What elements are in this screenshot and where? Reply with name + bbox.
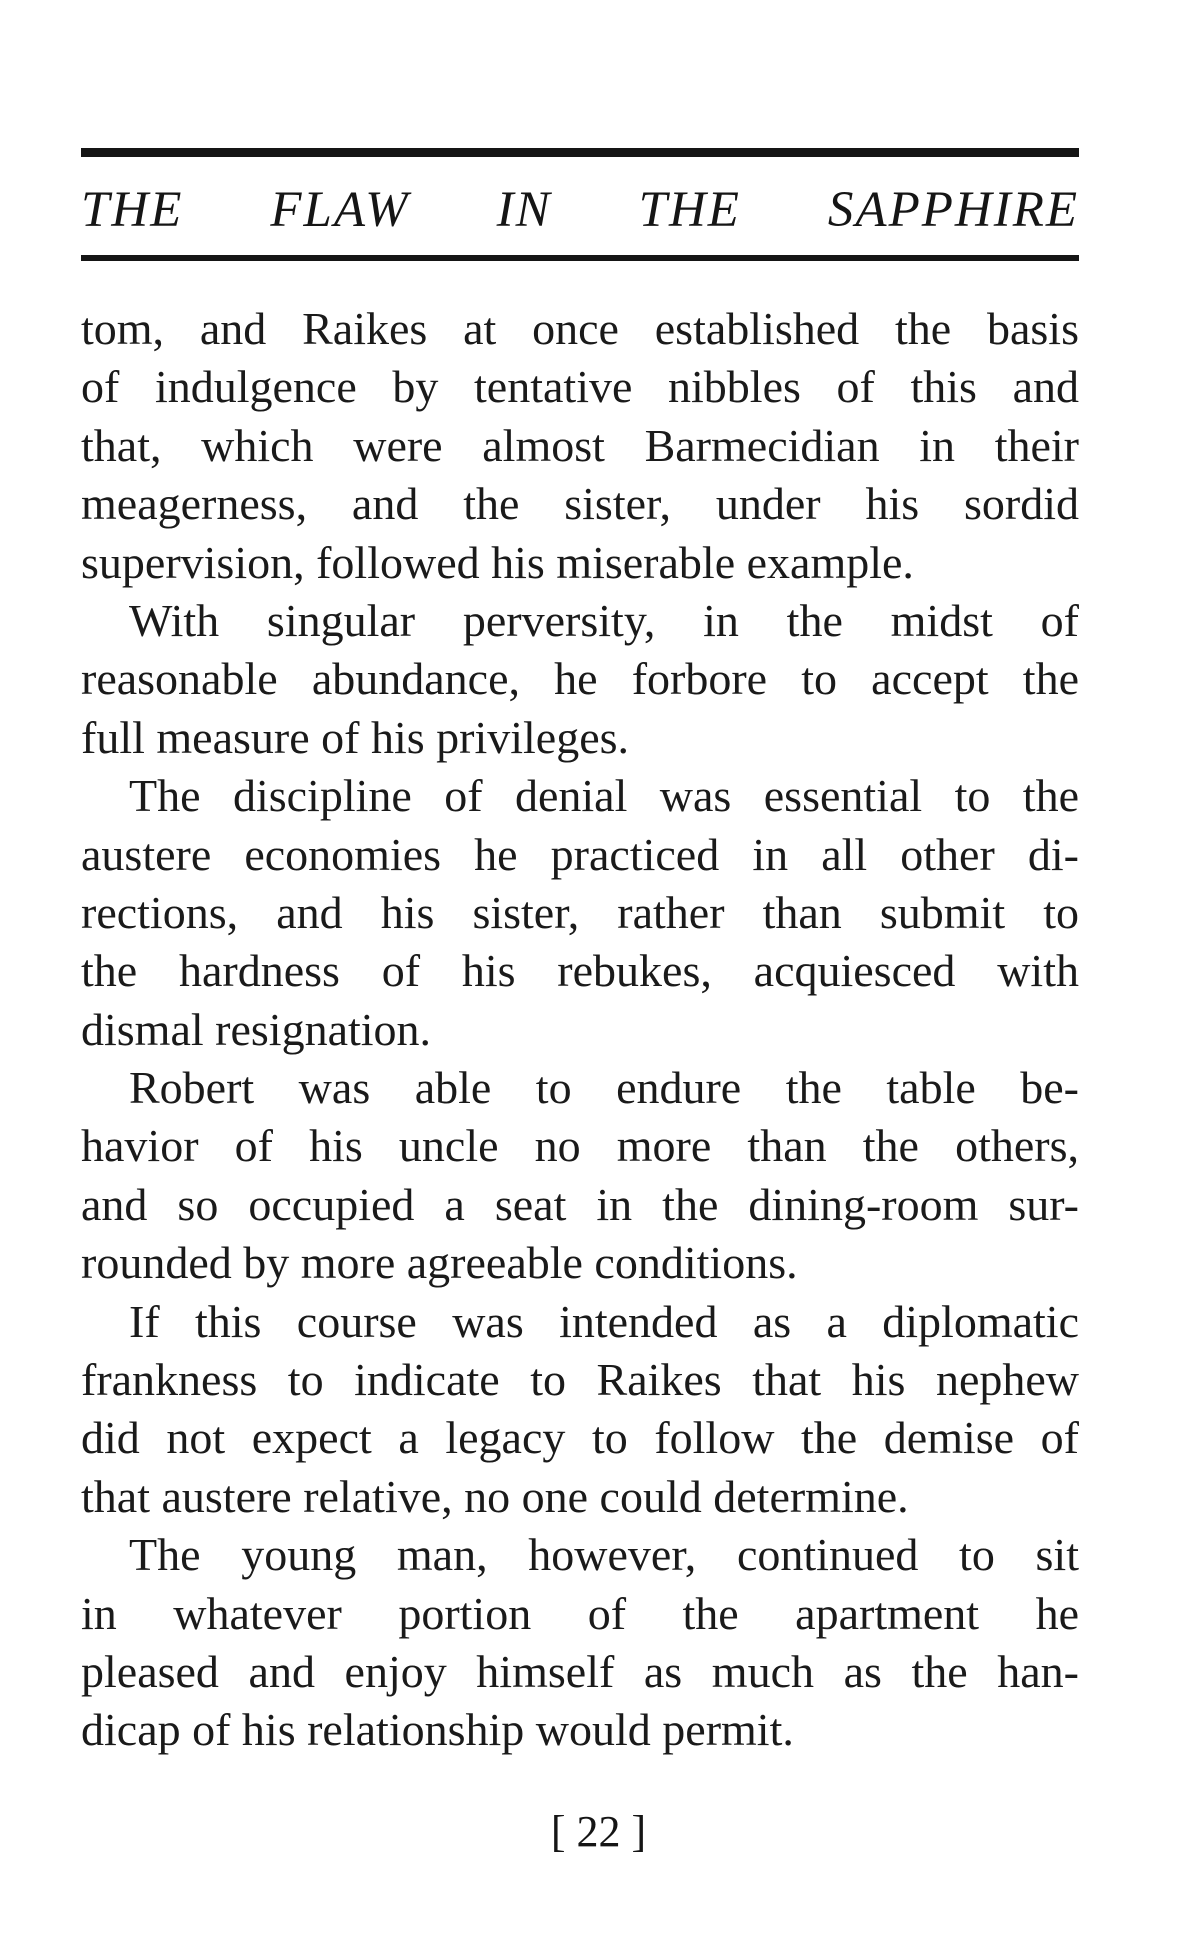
running-head <box>81 178 1079 242</box>
text-line: austere economies he practiced in all other di- <box>81 828 1079 880</box>
text-line: If this course was intended as a diplomatic <box>129 1295 1079 1347</box>
text-line: that austere relative, no one could determine. <box>81 1470 909 1522</box>
text-line: did not expect a legacy to follow the demise of <box>81 1412 1079 1464</box>
running-head-word: THE <box>638 182 741 238</box>
text-line: supervision, followed his miserable example. <box>81 536 914 588</box>
body-text <box>81 300 1079 1760</box>
text-line: and so occupied a seat in the dining-room sur- <box>81 1178 1079 1230</box>
text-line: rections, and his sister, rather than submit to <box>81 886 1079 938</box>
text-line: tom, and Raikes at once established the basis <box>81 303 1079 354</box>
text-line: full measure of his privileges. <box>81 711 630 763</box>
text-line: dicap of his relationship would permit. <box>81 1704 794 1756</box>
header-rule-bottom <box>81 255 1079 261</box>
header-rule-top <box>81 148 1079 157</box>
text-line: With singular perversity, in the midst of <box>129 594 1079 646</box>
text-line: meagerness, and the sister, under his sordid <box>81 478 1079 530</box>
text-line: reasonable abundance, he forbore to accept the <box>81 653 1079 705</box>
running-head-word: SAPPHIRE <box>827 182 1079 238</box>
text-line: Robert was able to endure the table be- <box>129 1062 1079 1114</box>
page-number: [ 22 ] <box>550 1807 647 1856</box>
text-line: pleased and enjoy himself as much as the han- <box>81 1645 1079 1697</box>
text-line: dismal resignation. <box>81 1003 432 1055</box>
text-line: the hardness of his rebukes, acquiesced with <box>81 945 1079 997</box>
running-head-word: THE <box>81 182 184 238</box>
text-line: that, which were almost Barmecidian in their <box>81 419 1079 471</box>
running-head-word: FLAW <box>270 182 410 238</box>
text-line: in whatever portion of the apartment he <box>81 1587 1079 1639</box>
text-line: of indulgence by tentative nibbles of this and <box>81 361 1079 413</box>
running-head-word: IN <box>496 182 552 238</box>
text-line: The young man, however, continued to sit <box>129 1529 1079 1581</box>
text-line: rounded by more agreeable conditions. <box>81 1237 798 1289</box>
text-line: frankness to indicate to Raikes that his nephew <box>81 1354 1079 1406</box>
text-line: havior of his uncle no more than the others, <box>81 1120 1079 1172</box>
text-line: The discipline of denial was essential to the <box>129 770 1079 822</box>
